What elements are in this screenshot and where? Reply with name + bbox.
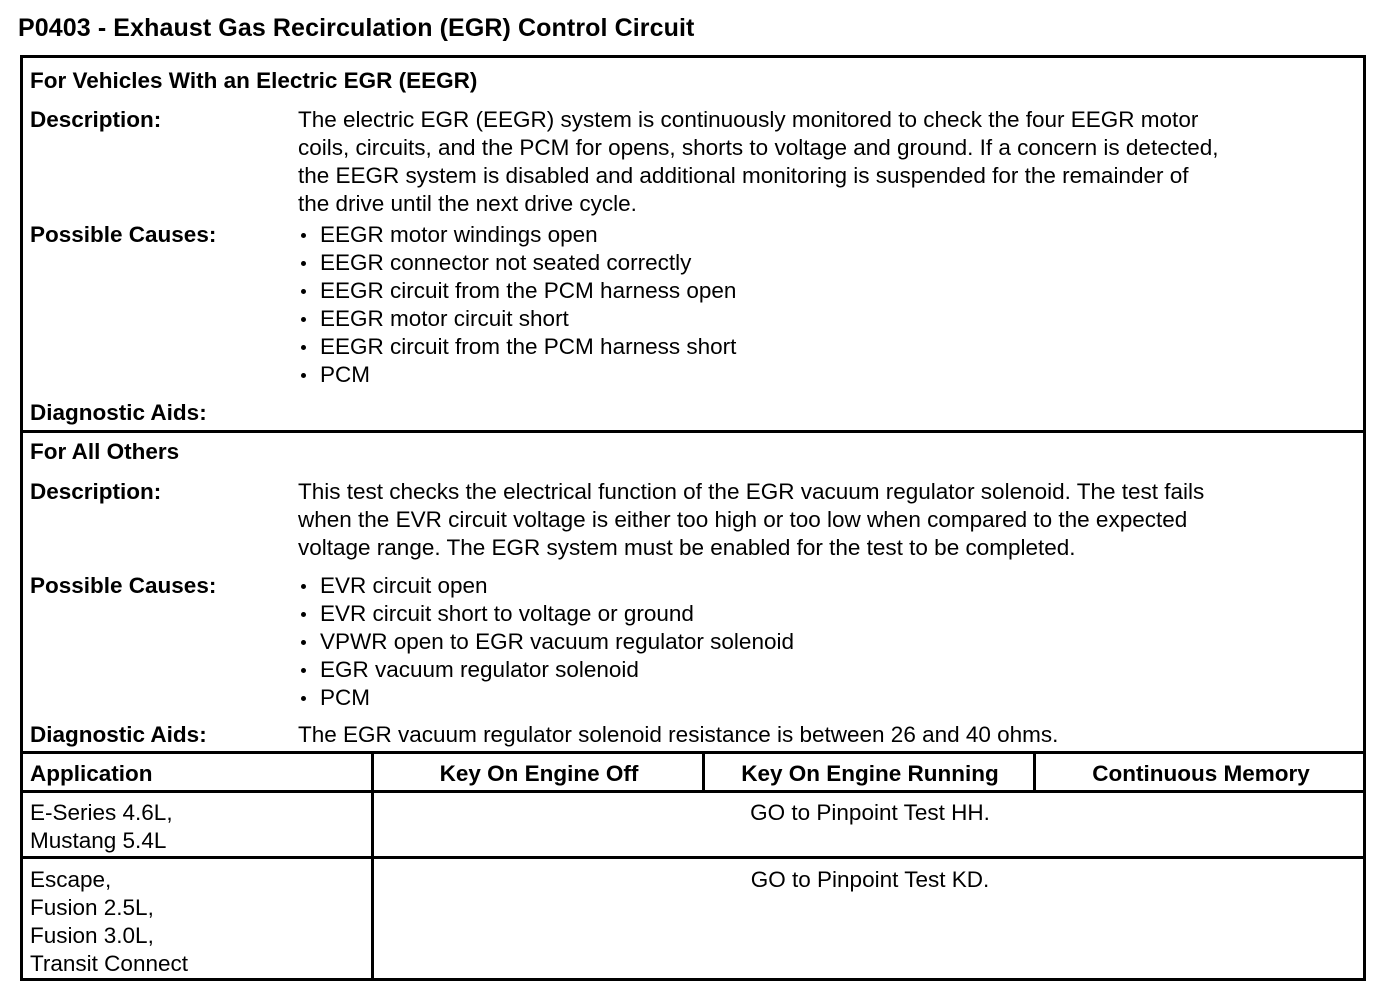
header-rule (23, 790, 1363, 793)
description-line: This test checks the electrical function of the EGR vacuum regulator solenoid. The test fails (298, 479, 1205, 504)
cause-item: EEGR circuit from the PCM harness open (298, 277, 736, 305)
cause-item: VPWR open to EGR vacuum regulator solenoid (298, 628, 794, 656)
description-text (298, 478, 1351, 562)
cause-item: EEGR circuit from the PCM harness short (298, 333, 736, 361)
application-line: Transit Connect (30, 951, 188, 976)
dtc-table (20, 55, 1366, 981)
table-row-application (30, 799, 173, 855)
description-line: The electric EGR (EEGR) system is continuously monitored to check the four EEGR motor (298, 107, 1199, 132)
table-top-rule (23, 751, 1363, 754)
application-line: E-Series 4.6L, (30, 800, 173, 825)
table-row-application (30, 866, 188, 978)
cause-item: EGR vacuum regulator solenoid (298, 656, 794, 684)
cause-item: PCM (298, 684, 794, 712)
section-heading: For Vehicles With an Electric EGR (EEGR) (30, 68, 478, 93)
possible-causes-list (298, 221, 736, 389)
table-row-action: GO to Pinpoint Test HH. (750, 800, 990, 825)
cause-item: PCM (298, 361, 736, 389)
cause-item: EEGR motor circuit short (298, 305, 736, 333)
description-label: Description: (30, 107, 162, 132)
possible-causes-label: Possible Causes: (30, 573, 217, 598)
page-title: P0403 - Exhaust Gas Recirculation (EGR) Control Circuit (18, 14, 695, 42)
section-heading: For All Others (30, 439, 180, 464)
possible-causes-label: Possible Causes: (30, 222, 217, 247)
possible-causes-list (298, 572, 794, 712)
description-line: the EEGR system is disabled and additional monitoring is suspended for the remainder of (298, 163, 1189, 188)
diagnostic-aids-label: Diagnostic Aids: (30, 722, 207, 747)
description-label: Description: (30, 479, 162, 504)
column-divider (702, 751, 705, 791)
cause-item: EVR circuit open (298, 572, 794, 600)
col-header-koeo: Key On Engine Off (439, 761, 639, 786)
description-line: the drive until the next drive cycle. (298, 191, 637, 216)
col-header-application: Application (30, 761, 153, 786)
row-rule (23, 856, 1363, 859)
description-line: when the EVR circuit voltage is either too high or too low when compared to the expected (298, 507, 1188, 532)
application-line: Mustang 5.4L (30, 828, 167, 853)
cause-item: EEGR motor windings open (298, 221, 736, 249)
diagnostic-aids-text: The EGR vacuum regulator solenoid resistance is between 26 and 40 ohms. (298, 722, 1059, 747)
column-divider (1033, 751, 1036, 791)
application-line: Escape, (30, 867, 112, 892)
diagnostic-aids-label: Diagnostic Aids: (30, 400, 207, 425)
section-eegr (23, 58, 1363, 430)
section-all-others (23, 433, 1363, 751)
cause-item: EVR circuit short to voltage or ground (298, 600, 794, 628)
cause-item: EEGR connector not seated correctly (298, 249, 736, 277)
table-row-action: GO to Pinpoint Test KD. (750, 867, 990, 892)
col-header-koer: Key On Engine Running (741, 761, 999, 786)
description-line: voltage range. The EGR system must be enabled for the test to be completed. (298, 535, 1076, 560)
application-line: Fusion 3.0L, (30, 923, 154, 948)
application-line: Fusion 2.5L, (30, 895, 154, 920)
description-line: coils, circuits, and the PCM for opens, shorts to voltage and ground. If a concern is detected, (298, 135, 1219, 160)
col-header-continuous-memory: Continuous Memory (1092, 761, 1310, 786)
description-text (298, 106, 1351, 218)
